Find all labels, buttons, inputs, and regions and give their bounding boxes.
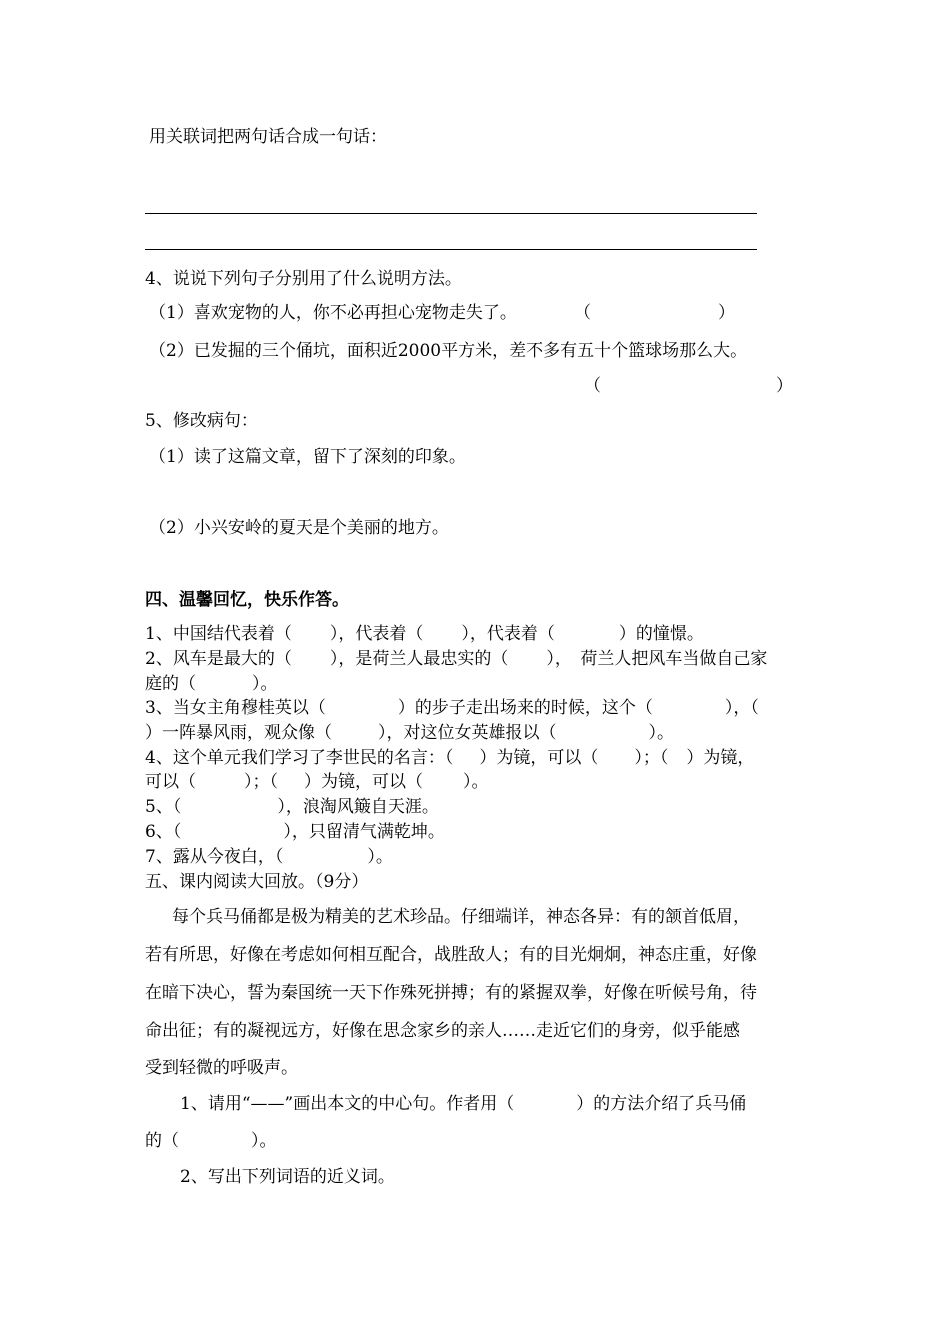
- s4-l4-b: ）的步子走出场来的时候，这个（: [397, 698, 653, 718]
- s5-question-1-cont: [145, 1130, 277, 1152]
- s5-q1-c: 的（: [145, 1131, 179, 1151]
- q4-title: 4、说说下列句子分别用了什么说明方法。: [145, 269, 462, 289]
- s5-q1-b: ）的方法介绍了兵马俑: [576, 1094, 747, 1114]
- s4-line-4: [145, 697, 759, 719]
- s4-line-2: [145, 648, 767, 670]
- s4-l6-c: ）；（: [634, 748, 669, 768]
- s4-l8-a: 5、（: [145, 797, 182, 817]
- s5-q1-a: 1、请用“——”画出本文的中心句。作者用（: [180, 1094, 515, 1114]
- q4-item-1-blank-open: （: [574, 303, 591, 323]
- s4-l6-d: ）为镜，: [686, 748, 755, 768]
- answer-line-2: [145, 249, 757, 250]
- q5-item-1: （1）读了这篇文章，留下了深刻的印象。: [149, 447, 466, 467]
- s4-l4-a: 3、当女主角穆桂英以（: [145, 698, 326, 718]
- s4-line-7: [145, 771, 489, 793]
- q5-title: 5、修改病句：: [145, 411, 258, 431]
- s4-l4-c: ），（: [724, 698, 759, 718]
- q4-item-1: （1）喜欢宠物的人，你不必再担心宠物走失了。: [149, 303, 517, 323]
- q4-item-2-blank-open: （: [584, 376, 601, 396]
- s4-l2-a: 2、风车是最大的（: [145, 649, 292, 669]
- s4-line-5: [145, 722, 674, 744]
- s5-question-2: 2、写出下列词语的近义词。: [180, 1167, 395, 1187]
- s4-l10-b: ）。: [367, 847, 393, 867]
- s4-line-3: [145, 673, 278, 695]
- s4-l6-a: 4、这个单元我们学习了李世民的名言：（: [145, 748, 454, 768]
- s4-l2-c: ）， 荷兰人把风车当做自己家: [546, 649, 768, 669]
- s4-l3-b: ）。: [252, 674, 278, 694]
- s4-l9-b: ），只留清气满乾坤。: [283, 822, 445, 842]
- s4-l2-b: ），是荷兰人最忠实的（: [329, 649, 509, 669]
- answer-line-1: [145, 213, 757, 214]
- s4-l1-d: ）的憧憬。: [618, 624, 704, 644]
- s4-line-8: [145, 796, 439, 818]
- section-5-title: 五、课内阅读大回放。（9分）: [145, 872, 369, 892]
- s4-l1-b: ），代表着（: [329, 624, 424, 644]
- s5-q1-d: ）。: [251, 1131, 277, 1151]
- s4-l10-a: 7、露从今夜白，（: [145, 847, 284, 867]
- s4-l3-a: 庭的（: [145, 674, 196, 694]
- s4-l7-b: ）；（: [244, 772, 278, 792]
- s4-line-10: [145, 846, 393, 868]
- passage-line-2: 若有所思，好像在考虑如何相互配合，战胜敌人；有的目光炯炯，神态庄重，好像: [145, 945, 757, 965]
- passage-line-3: 在暗下决心，誓为秦国统一天下作殊死拼搏；有的紧握双拳，好像在听候号角，待: [145, 983, 757, 1003]
- q4-item-1-blank-close: ）: [718, 303, 735, 323]
- q3-instruction: 用关联词把两句话合成一句话：: [149, 127, 387, 147]
- q5-item-2: （2）小兴安岭的夏天是个美丽的地方。: [149, 518, 449, 538]
- section-4-title: 四、温馨回忆，快乐作答。: [145, 590, 349, 610]
- s4-l6-b: ）为镜，可以（: [479, 748, 599, 768]
- q4-item-2-blank-close: ）: [776, 376, 793, 396]
- s4-l8-b: ），浪淘风簸自天涯。: [277, 797, 439, 817]
- s4-l7-d: ）。: [463, 772, 489, 792]
- s4-l5-a: ）一阵暴风雨，观众像（: [145, 723, 332, 743]
- s4-line-6: [145, 747, 754, 769]
- s4-l7-c: ）为镜，可以（: [304, 772, 423, 792]
- passage-line-5: 受到轻微的呼吸声。: [145, 1058, 298, 1078]
- s4-l7-a: 可以（: [145, 772, 196, 792]
- q4-item-2: （2）已发掘的三个俑坑，面积近2000平方米，差不多有五十个篮球场那么大。: [149, 341, 748, 361]
- s4-line-1: [145, 623, 704, 645]
- s4-l5-c: ）。: [648, 723, 674, 743]
- passage-line-4: 命出征；有的凝视远方，好像在思念家乡的亲人……走近它们的身旁，似乎能感: [145, 1021, 740, 1041]
- s4-l9-a: 6、（: [145, 822, 182, 842]
- s5-question-1: [180, 1093, 746, 1115]
- s4-l1-c: ），代表着（: [461, 624, 555, 644]
- s4-line-9: [145, 821, 445, 843]
- s4-l1-a: 1、中国结代表着（: [145, 624, 292, 644]
- s4-l5-b: ），对这位女英雄报以（: [378, 723, 557, 743]
- passage-line-1: 每个兵马俑都是极为精美的艺术珍品。仔细端详，神态各异：有的颔首低眉，: [172, 907, 750, 927]
